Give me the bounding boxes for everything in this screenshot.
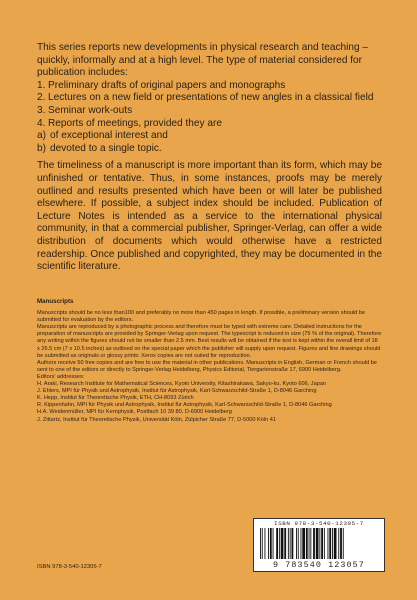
barcode-bar	[298, 528, 299, 559]
editors-label: Editors' addresses:	[37, 373, 85, 380]
manuscripts-section	[37, 298, 382, 424]
barcode-bar	[316, 528, 319, 559]
barcode-bar	[310, 528, 311, 559]
barcode-bar	[319, 528, 320, 559]
barcode-bar	[265, 528, 266, 559]
manuscripts-paragraph: Manuscripts are reproduced by a photographic process and therefore must be typed with extreme care. Detailed instructions for the preparation of manuscripts are provided by Springer-Verlag upon request. The typescript is reduced in size (75 % of the original). Therefore any writing within the figures should not be smaller than 2.5 mm. Best results will be obtained if the text is kept within the overall limit of 18 x 26.5 cm (7 x 10.5 inches) as outlined on the special paper which the publisher will supply upon request. Figures and line drawings should be submitted as originals or glossy prints: Xerox copies are not suited for reproduction.	[37, 324, 382, 359]
barcode-bar	[292, 528, 294, 559]
barcode-bars	[260, 528, 378, 559]
barcode-bar	[343, 528, 344, 559]
barcode-isbn: ISBN 978-3-540-12305-7	[274, 520, 364, 527]
barcode-bar	[290, 528, 291, 559]
barcode-bar	[328, 528, 329, 559]
intro-lead: This series reports new developments in physical research and teaching – quickly, informally and at a high level. The type of material considered for publication includes:	[37, 42, 369, 79]
manuscripts-paragraph: Manuscripts should be no less than100 and preferably no more than 450 pages in length. If possible, a preliminary version should be submitted for evaluation by the editors.	[37, 310, 366, 324]
barcode-bar	[268, 528, 269, 559]
barcode-bar	[313, 528, 315, 559]
list-text: Preliminary drafts of original papers and monographs	[48, 79, 286, 91]
list-item	[37, 118, 382, 131]
barcode-bar	[324, 528, 325, 559]
barcode-bar	[306, 528, 308, 559]
barcode-bar	[281, 528, 284, 559]
barcode-bar	[270, 528, 272, 559]
list-item	[37, 80, 382, 93]
sub-list-label: b)	[37, 142, 46, 154]
list-item	[37, 92, 382, 105]
editor-address: H.A. Weidenmüller, MPI für Kernphysik, Postfach 10 39 80, D-6900 Heidelberg	[37, 409, 232, 416]
barcode-bar	[334, 528, 337, 559]
barcode-bar	[273, 528, 274, 559]
barcode-label	[253, 518, 385, 572]
barcode-bar	[332, 528, 333, 559]
sub-list-item	[37, 130, 382, 143]
list-number: 1.	[37, 79, 46, 91]
material-list	[37, 80, 382, 156]
barcode-bar	[301, 528, 302, 559]
manuscripts-text	[37, 310, 382, 424]
barcode-bar	[340, 528, 342, 559]
barcode-bar	[260, 528, 261, 559]
list-text: Lectures on a new field or presentations of new angles in a classical field	[48, 92, 374, 104]
list-number: 3.	[37, 104, 46, 116]
barcode-bar	[302, 528, 305, 559]
barcode-bar	[309, 528, 310, 559]
series-description	[37, 42, 382, 274]
list-number: 4.	[37, 117, 46, 129]
barcode-digits: 9 783540 123057	[273, 560, 365, 570]
list-number: 2.	[37, 92, 46, 104]
barcode-bar	[329, 528, 331, 559]
manuscripts-heading: Manuscripts	[37, 298, 74, 305]
editor-address: H. Araki, Research Institute for Mathematical Sciences, Kyoto University, Kitashirakawa, Sakyo-ku, Kyoto 606, Japan	[37, 381, 327, 388]
sub-list-label: a)	[37, 130, 46, 142]
footer-isbn: ISBN 978-3-540-12305-7	[37, 564, 102, 570]
barcode-bar	[276, 528, 278, 559]
sub-list-text: devoted to a single topic.	[50, 142, 162, 154]
barcode-bar	[338, 528, 339, 559]
list-text: Reports of meetings, provided they are	[48, 117, 222, 129]
editor-address: K. Hepp, Institut für Theoretische Physik, ETH, CH-8093 Zürich	[37, 395, 194, 402]
intro-body: The timeliness of a manuscript is more important than its form, which may be unfinished or tentative. Thus, in some instances, proofs may be merely outlined and results presented which have been or will later be published elsewhere. If possible, a subject index should be included. Publication of Lecture Notes is intended as a service to the international physical community, in that a commercial publisher, Springer-Verlag, can offer a wide distribution of documents which would otherwise have a restricted readership. Once published and copyrighted, they may be documented in the scientific literature.	[37, 160, 382, 273]
list-item	[37, 105, 382, 118]
sub-list-item	[37, 143, 382, 156]
barcode-bar	[284, 528, 286, 559]
barcode-bar	[321, 528, 323, 559]
editor-address: J. Zittartz, Institut für Theoretische Physik, Universität Köln, Zülpicher Straße 77, D-5000 Köln 41	[37, 416, 276, 423]
editor-address: J. Ehlers, MPI für Physik und Astrophysik, Institut für Astrophysik, Karl-Schwarzschild-Straße 1, D-8046 Garching	[37, 388, 317, 395]
sub-list-text: of exceptional interest and	[50, 130, 168, 142]
barcode-bar	[262, 528, 263, 559]
editor-address: R. Kippenhahn, MPI für Physik und Astrophysik, Institut für Astrophysik, Karl-Schwarzschild-Straße 1, D-8046 Garching	[37, 402, 332, 409]
barcode-bar	[279, 528, 280, 559]
list-text: Seminar work-outs	[48, 104, 133, 116]
barcode-bar	[296, 528, 297, 559]
manuscripts-paragraph: Authors receive 50 free copies and are free to use the material in other publications. Manuscripts in English, German or French should be sent to one of the editors or directly to Springer-Verlag Heidelberg, Physics Editorial, Tiergartenstraße 17, 6900 Heidelberg.	[37, 359, 377, 373]
barcode-bar	[288, 528, 289, 559]
